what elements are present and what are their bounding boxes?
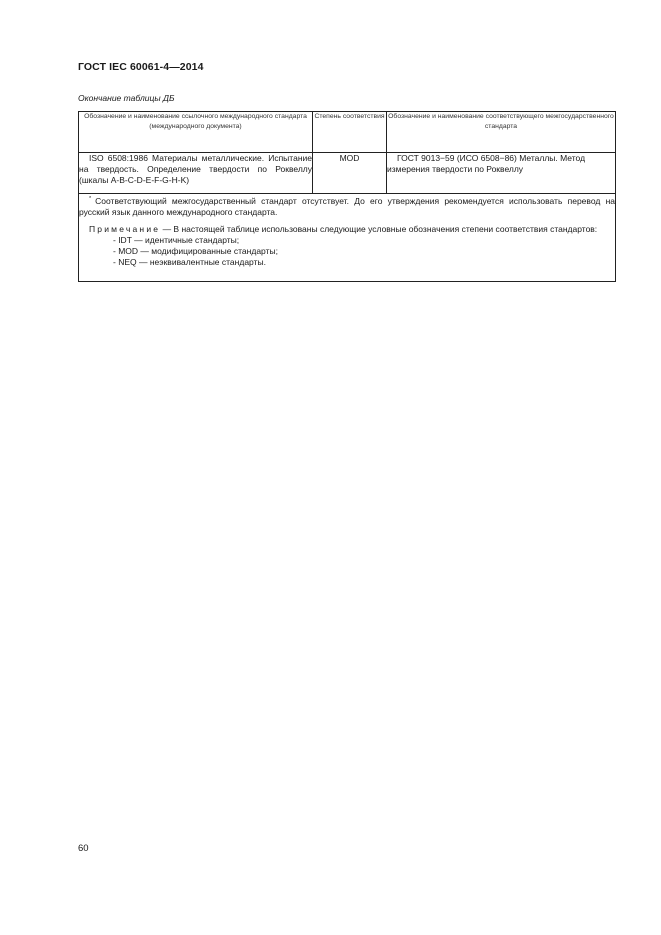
list-item: - IDT — идентичные стандарты; — [113, 234, 240, 245]
column-header-international: Обозначение и наименование ссылочного международного стандарта (международного документа) — [79, 112, 313, 153]
column-header-degree: Степень соответствия — [313, 112, 387, 153]
cell-degree: MOD — [313, 153, 387, 194]
cell-text: ГОСТ 9013−59 (ИСО 6508−86) Металлы. Метод измерения твердости по Роквеллу — [387, 153, 586, 174]
list-item: - MOD — модифицированные стандарты; — [113, 245, 278, 256]
footnote — [79, 194, 615, 218]
note — [79, 224, 615, 235]
table-header-row — [79, 112, 616, 153]
table-row — [79, 153, 616, 194]
document-header: ГОСТ IEC 60061-4—2014 — [78, 61, 204, 73]
page-number: 60 — [78, 843, 89, 854]
cell-interstate-standard — [387, 153, 616, 194]
table-caption: Окончание таблицы ДБ — [78, 93, 175, 103]
note-text: — В настоящей таблице использованы следующие условные обозначения степени соответствия стандартов: — [160, 223, 598, 234]
standards-table — [78, 111, 616, 282]
cell-text: ISO 6508:1986 Материалы металлические. Испытание на твердость. Определение твердости по Роквеллу (шкалы A-B-C-D-E-F-G-H-K) — [79, 153, 312, 185]
footnote-mark: * — [89, 196, 92, 202]
list-item: - NEQ — неэквивалентные стандарты. — [113, 256, 266, 267]
table-notes-row — [79, 194, 616, 282]
table-notes — [79, 194, 616, 282]
column-header-interstate: Обозначение и наименование соответствующего межгосударственного стандарта — [387, 112, 616, 153]
cell-international-standard — [79, 153, 313, 194]
note-label: Примечание — [89, 223, 161, 234]
degree-legend-list — [79, 235, 615, 268]
footnote-text: Соответствующий межгосударственный стандарт отсутствует. До его утверждения рекомендуется использовать перевод на русский язык данного международного стандарта. — [79, 195, 615, 217]
